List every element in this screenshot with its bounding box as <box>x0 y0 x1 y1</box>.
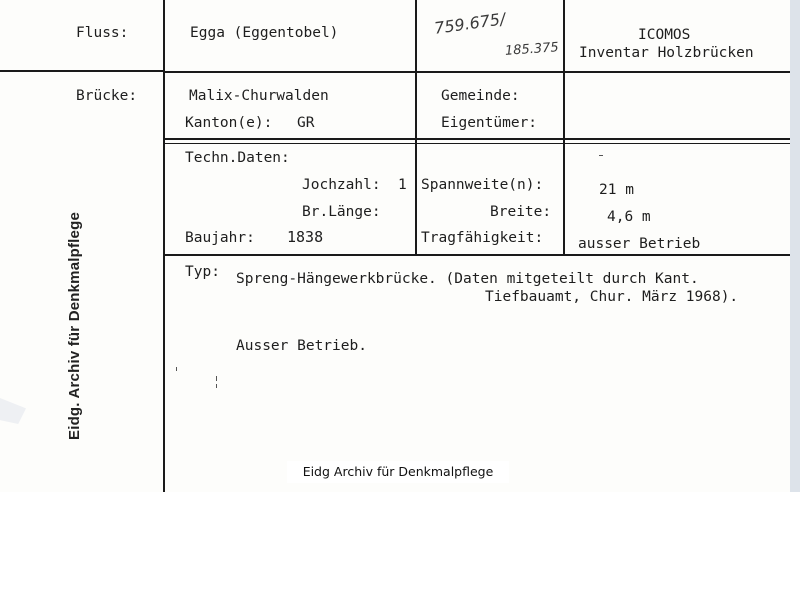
rule-h-mid-a <box>163 138 790 140</box>
jochzahl-value: 1 <box>398 177 407 193</box>
rule-h-top-right <box>163 71 790 73</box>
jochzahl-label: Jochzahl: <box>302 177 381 193</box>
tragfaehigkeit-label: Tragfähigkeit: <box>421 230 544 246</box>
rule-v-right <box>563 0 565 256</box>
spannweite-label: Spannweite(n): <box>421 177 544 193</box>
rule-h-lower <box>163 254 790 256</box>
baujahr-value: 1838 <box>287 228 324 246</box>
org-name: ICOMOS <box>638 27 691 43</box>
typ-label: Typ: <box>185 264 220 280</box>
rule-h-top-left <box>0 70 163 72</box>
handwritten-coordinate-bottom: 185.375 <box>504 40 560 59</box>
archive-stamp: Eidg. Archiv für Denkmalpflege <box>66 212 83 440</box>
spannweite-value: 21 m <box>599 182 634 198</box>
rule-h-mid-b <box>163 143 790 144</box>
gemeinde-label: Gemeinde: <box>441 88 520 104</box>
rule-v-middle <box>415 0 417 256</box>
card-edge-strip <box>790 0 800 492</box>
kanton-label: Kanton(e): <box>185 115 273 131</box>
kanton-value: GR <box>297 115 315 131</box>
breite-value: 4,6 m <box>607 209 651 225</box>
typ-line-1: Spreng-Hängewerkbrücke. (Daten mitgeteilt durch Kant. <box>236 271 699 287</box>
inventory-name: Inventar Holzbrücken <box>579 45 754 61</box>
fluss-label: Fluss: <box>76 25 129 41</box>
status-note: Ausser Betrieb. <box>236 338 367 354</box>
fluss-value: Egga (Eggentobel) <box>190 25 339 41</box>
bruecke-value: Malix-Churwalden <box>189 88 329 104</box>
baujahr-label: Baujahr: <box>185 230 255 246</box>
laenge-label: Br.Länge: <box>302 204 381 220</box>
tragfaehigkeit-value: ausser Betrieb <box>578 236 701 252</box>
ink-speck <box>216 384 217 388</box>
breite-label: Breite: <box>490 204 552 220</box>
ink-speck <box>599 155 603 156</box>
punch-hole-mark <box>0 398 26 424</box>
archive-caption: Eidg Archiv für Denkmalpflege <box>287 461 509 483</box>
typ-line-2: Tiefbauamt, Chur. März 1968). <box>485 289 739 305</box>
bruecke-label: Brücke: <box>76 88 138 104</box>
ink-speck <box>176 367 177 371</box>
ink-speck <box>216 376 217 381</box>
eigentuemer-label: Eigentümer: <box>441 115 538 131</box>
techn-daten-label: Techn.Daten: <box>185 150 290 166</box>
rule-v-left <box>163 0 165 492</box>
handwritten-coordinate-top: 759.675/ <box>433 9 507 38</box>
